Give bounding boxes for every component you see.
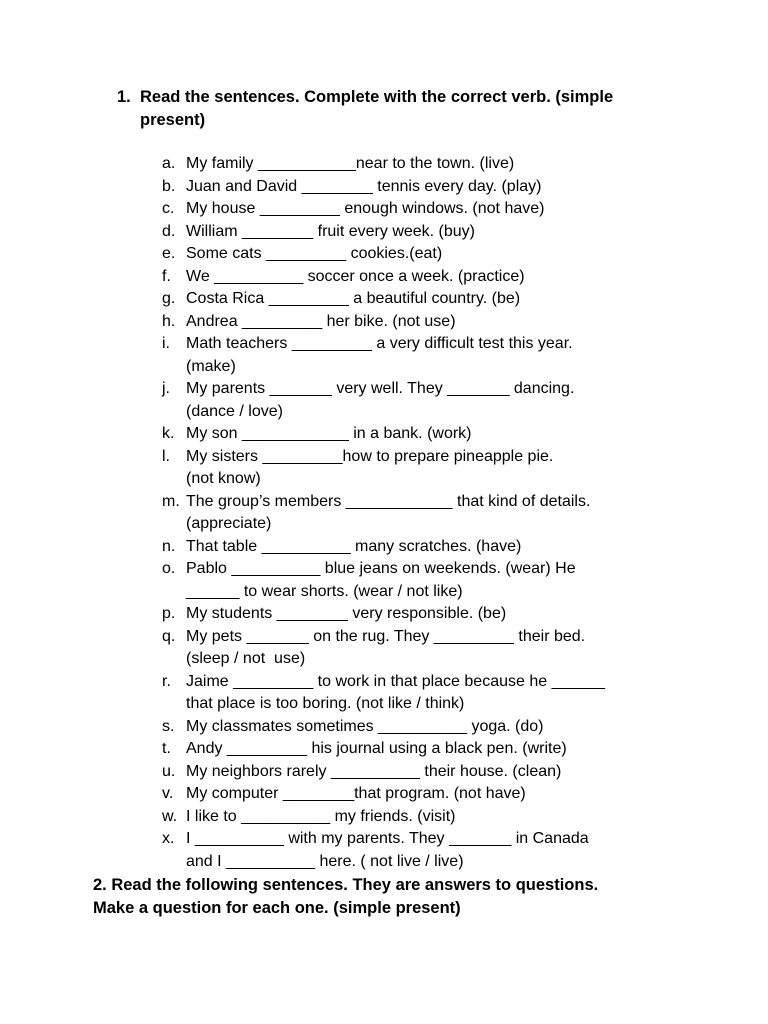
item-letter: e. [162,245,176,262]
item-letter: k. [162,425,175,442]
item-letter: g. [162,290,176,307]
item-text: My students ________ very responsible. (be) [186,605,507,622]
list-item [162,783,682,806]
item-letter: c. [162,200,175,217]
item-text: That table __________ many scratches. (have) [186,537,522,555]
list-item [162,423,682,446]
item-text: My computer ________that program. (not have) [186,785,526,802]
exercise-1-number: 1. [117,88,131,106]
list-item [162,198,682,221]
item-text: The group’s members ____________ that kind of details. (appreciate) [186,492,591,532]
item-letter: w. [162,807,178,825]
item-letter: j. [162,380,170,397]
exercise-1-heading [117,86,677,132]
list-item [162,311,682,334]
list-item [162,536,682,559]
item-text: Costa Rica _________ a beautiful country. (be) [186,290,521,307]
item-letter: p. [162,605,176,622]
item-letter: u. [162,762,176,780]
item-letter: f. [162,267,171,285]
list-item [162,266,682,289]
list-item [162,738,682,761]
list-item [162,221,682,244]
item-text: My pets _______ on the rug. They _________ their bed. (sleep / not use) [186,627,586,667]
item-text: Andrea _________ her bike. (not use) [186,312,456,330]
item-letter: d. [162,222,176,240]
list-item [162,176,682,199]
list-item [162,333,682,378]
item-letter: t. [162,740,171,757]
exercise-2-line-2: Make a question for each one. (simple present) [93,899,461,917]
item-text: William ________ fruit every week. (buy) [186,222,476,240]
item-text: Andy _________ his journal using a black pen. (write) [186,740,567,757]
item-text: I like to __________ my friends. (visit) [186,807,456,825]
list-item [162,603,682,626]
item-text: Jaime _________ to work in that place because he ______ that place is too boring. (not like / think) [186,672,605,712]
list-item [162,761,682,784]
item-letter: r. [162,672,171,690]
list-item [162,806,682,829]
item-text: My son ____________ in a bank. (work) [186,425,472,442]
list-item [162,626,682,671]
item-letter: b. [162,177,176,195]
item-text: My sisters _________how to prepare pineapple pie. (not know) [186,447,554,487]
list-item [162,716,682,739]
list-item [162,491,682,536]
item-letter: l. [162,447,170,465]
item-text: My house _________ enough windows. (not have) [186,200,545,217]
item-text: Pablo __________ blue jeans on weekends. (wear) He ______ to wear shorts. (wear / not like) [186,560,576,600]
item-text: My parents _______ very well. They _______ dancing. (dance / love) [186,380,575,420]
list-item [162,828,682,873]
item-letter: h. [162,312,176,330]
item-letter: m. [162,492,180,510]
item-text: My neighbors rarely __________ their house. (clean) [186,762,562,780]
item-letter: a. [162,155,176,172]
exercise-2-line-1: 2. Read the following sentences. They are answers to questions. [93,876,599,894]
item-text: Juan and David ________ tennis every day. (play) [186,177,542,195]
exercise-2-heading [93,874,693,920]
item-letter: v. [162,785,174,802]
list-item [162,558,682,603]
list-item [162,288,682,311]
exercise-1-item-list [162,153,682,873]
item-letter: s. [162,717,175,735]
item-letter: q. [162,627,176,645]
list-item [162,243,682,266]
item-letter: o. [162,560,176,577]
item-letter: x. [162,830,175,847]
list-item [162,378,682,423]
item-text: We __________ soccer once a week. (practice) [186,267,525,285]
item-text: I __________ with my parents. They _______ in Canada and I __________ here. ( not live / live) [186,830,589,870]
list-item [162,446,682,491]
item-text: Math teachers _________ a very difficult test this year. (make) [186,335,573,375]
item-letter: n. [162,537,176,555]
item-text: My family ___________near to the town. (live) [186,155,515,172]
list-item [162,153,682,176]
item-text: My classmates sometimes __________ yoga. (do) [186,717,544,735]
item-letter: i. [162,335,170,352]
list-item [162,671,682,716]
exercise-1-instruction: Read the sentences. Complete with the correct verb. (simple present) [140,88,614,129]
item-text: Some cats _________ cookies.(eat) [186,245,443,262]
